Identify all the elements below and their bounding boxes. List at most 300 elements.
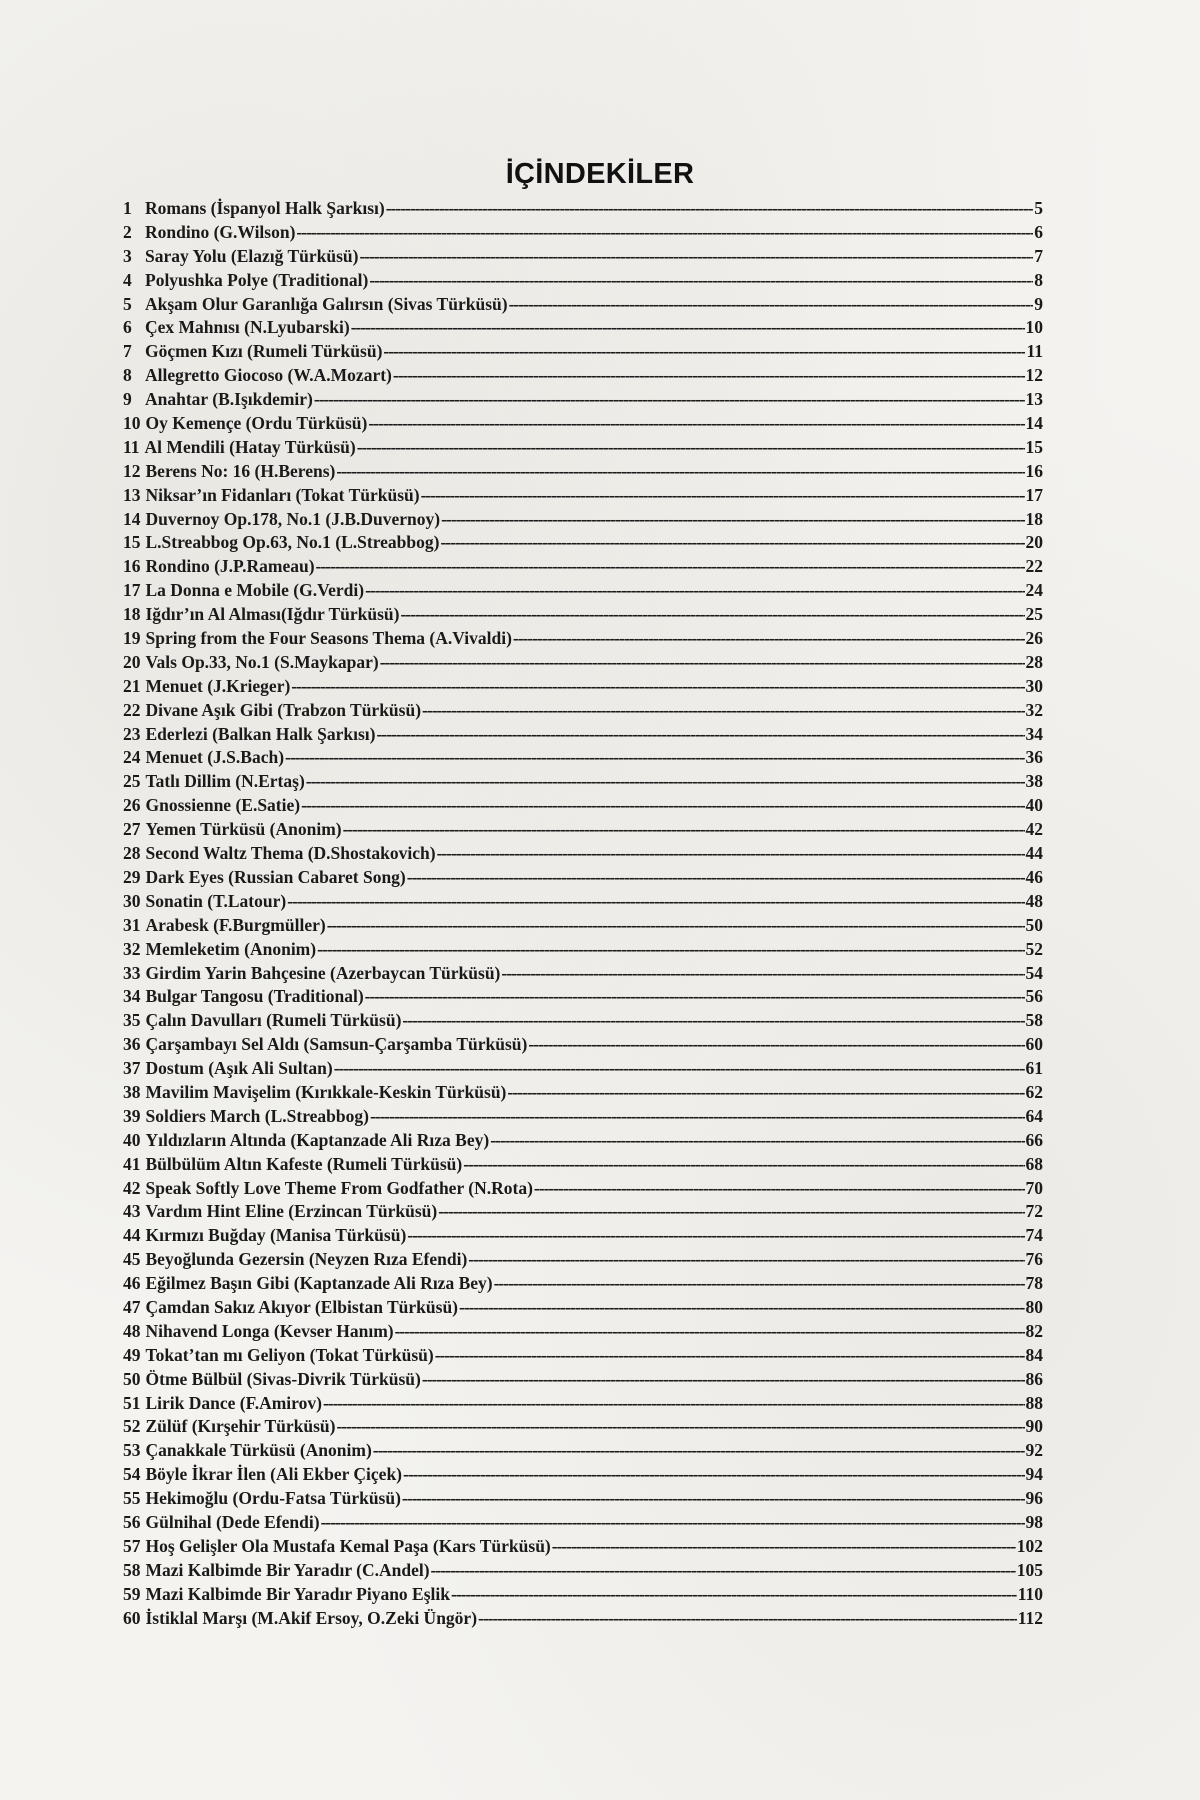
toc-entry-title: Polyushka Polye (Traditional) bbox=[145, 269, 369, 290]
toc-entry-page: 15 bbox=[1025, 436, 1043, 457]
toc-entry-number: 1 bbox=[123, 198, 132, 218]
toc-entry-number: 52 bbox=[123, 1416, 141, 1437]
toc-leader-dashes bbox=[291, 675, 1024, 699]
toc-entry-title: Hekimoğlu (Ordu-Fatsa Türküsü) bbox=[145, 1488, 401, 1509]
toc-leader-dashes bbox=[421, 484, 1025, 508]
toc-entry bbox=[123, 675, 1043, 699]
toc-leader-dashes bbox=[431, 1559, 1016, 1583]
toc-entry-title: Berens No: 16 (H.Berens) bbox=[145, 460, 336, 481]
toc-entry-title: Menuet (J.S.Bach) bbox=[145, 747, 285, 768]
toc-entry-page: 88 bbox=[1025, 1392, 1043, 1413]
toc-entry bbox=[123, 938, 1043, 962]
toc-entry bbox=[123, 1607, 1043, 1631]
toc-entry-title: Çamdan Sakız Akıyor (Elbistan Türküsü) bbox=[145, 1296, 459, 1317]
toc-entry-title: Al Mendili (Hatay Türküsü) bbox=[144, 436, 356, 457]
page-title: İÇİNDEKİLER bbox=[505, 158, 695, 190]
toc-leader-dashes bbox=[386, 197, 1034, 221]
toc-leader-dashes bbox=[395, 1320, 1025, 1344]
toc-entry-page: 61 bbox=[1025, 1058, 1043, 1079]
toc-entry-number: 32 bbox=[123, 938, 141, 959]
toc-entry-title: Tokat’tan mı Geliyon (Tokat Türküsü) bbox=[145, 1344, 434, 1365]
toc-entry-number: 57 bbox=[123, 1535, 141, 1556]
toc-entry-number: 55 bbox=[123, 1488, 141, 1509]
toc-entry bbox=[123, 1224, 1043, 1248]
toc-entry-title: La Donna e Mobile (G.Verdi) bbox=[145, 580, 365, 601]
toc-entry-page: 24 bbox=[1025, 580, 1043, 601]
toc-entry-number: 48 bbox=[123, 1320, 141, 1341]
toc-entry-title: Memleketim (Anonim) bbox=[145, 938, 317, 959]
toc-entry bbox=[123, 794, 1043, 818]
toc-entry-page: 84 bbox=[1025, 1344, 1043, 1365]
toc-entry-page: 70 bbox=[1025, 1177, 1043, 1198]
toc-entry bbox=[123, 1439, 1043, 1463]
toc-entry-number: 41 bbox=[123, 1153, 141, 1174]
toc-entry-title: Hoş Gelişler Ola Mustafa Kemal Paşa (Kars Türküsü) bbox=[145, 1535, 551, 1556]
toc-entry bbox=[123, 1177, 1043, 1201]
toc-entry bbox=[123, 412, 1043, 436]
toc-entry-number: 4 bbox=[123, 269, 132, 290]
toc-entry-title: Oy Kemençe (Ordu Türküsü) bbox=[145, 413, 368, 434]
toc-entry-page: 80 bbox=[1025, 1296, 1043, 1317]
toc-entry-number: 20 bbox=[123, 651, 141, 672]
toc-entry-number: 50 bbox=[123, 1368, 141, 1389]
toc-entry-title: Çex Mahnısı (N.Lyubarski) bbox=[145, 317, 350, 338]
toc-leader-dashes bbox=[287, 890, 1024, 914]
toc-entry-number: 54 bbox=[123, 1464, 141, 1485]
toc-entry bbox=[123, 962, 1043, 986]
toc-entry-title: Duvernoy Op.178, No.1 (J.B.Duvernoy) bbox=[145, 508, 441, 529]
toc-entry-title: Tatlı Dillim (N.Ertaş) bbox=[145, 771, 305, 792]
toc-entry-number: 31 bbox=[123, 914, 141, 935]
toc-entry-number: 23 bbox=[123, 723, 141, 744]
toc-entry-page: 110 bbox=[1017, 1583, 1043, 1604]
toc-entry-number: 47 bbox=[123, 1296, 141, 1317]
toc-leader-dashes bbox=[441, 508, 1024, 532]
toc-entry-number: 3 bbox=[123, 245, 132, 266]
toc-entry bbox=[123, 1415, 1043, 1439]
toc-leader-dashes bbox=[407, 866, 1025, 890]
toc-leader-dashes bbox=[321, 1511, 1025, 1535]
toc-entry-title: Gülnihal (Dede Efendi) bbox=[145, 1511, 320, 1532]
toc-leader-dashes bbox=[507, 1081, 1024, 1105]
toc-entry bbox=[123, 221, 1043, 245]
toc-entry-number: 21 bbox=[123, 675, 141, 696]
toc-leader-dashes bbox=[357, 436, 1025, 460]
toc-entry-number: 40 bbox=[123, 1129, 141, 1150]
toc-leader-dashes bbox=[400, 603, 1024, 627]
toc-entry bbox=[123, 388, 1043, 412]
toc-entry-page: 96 bbox=[1025, 1488, 1043, 1509]
toc-entry bbox=[123, 603, 1043, 627]
toc-entry-page: 20 bbox=[1025, 532, 1043, 553]
toc-leader-dashes bbox=[317, 938, 1024, 962]
toc-leader-dashes bbox=[301, 794, 1024, 818]
toc-entry bbox=[123, 842, 1043, 866]
toc-leader-dashes bbox=[306, 770, 1025, 794]
toc-leader-dashes bbox=[376, 723, 1024, 747]
toc-entry-page: 82 bbox=[1025, 1320, 1043, 1341]
toc-leader-dashes bbox=[459, 1296, 1024, 1320]
toc-entry-page: 48 bbox=[1025, 890, 1043, 911]
toc-entry bbox=[123, 1392, 1043, 1416]
toc-entry bbox=[123, 627, 1043, 651]
toc-entry-number: 17 bbox=[123, 580, 141, 601]
toc-entry bbox=[123, 1344, 1043, 1368]
toc-entry-title: Divane Aşık Gibi (Trabzon Türküsü) bbox=[145, 699, 422, 720]
toc-entry-number: 11 bbox=[123, 436, 140, 457]
toc-entry-number: 27 bbox=[123, 819, 141, 840]
toc-entry-number: 38 bbox=[123, 1081, 141, 1102]
toc-entry-page: 38 bbox=[1025, 771, 1043, 792]
toc-entry bbox=[123, 460, 1043, 484]
toc-entry bbox=[123, 531, 1043, 555]
toc-entry-title: Anahtar (B.Işıkdemir) bbox=[145, 389, 313, 410]
toc-leader-dashes bbox=[351, 316, 1025, 340]
toc-entry bbox=[123, 1463, 1043, 1487]
toc-entry-page: 58 bbox=[1025, 1010, 1043, 1031]
toc-entry-page: 66 bbox=[1025, 1129, 1043, 1150]
toc-entry-number: 30 bbox=[123, 890, 141, 911]
toc-entry-page: 54 bbox=[1025, 962, 1043, 983]
toc-entry bbox=[123, 914, 1043, 938]
toc-entry-title: Ötme Bülbül (Sivas-Divrik Türküsü) bbox=[145, 1368, 421, 1389]
toc-entry-number: 56 bbox=[123, 1511, 141, 1532]
toc-entry bbox=[123, 746, 1043, 770]
toc-leader-dashes bbox=[334, 1057, 1025, 1081]
toc-entry bbox=[123, 293, 1043, 317]
toc-entry-title: Bulgar Tangosu (Traditional) bbox=[145, 986, 364, 1007]
toc-entry-number: 34 bbox=[123, 986, 141, 1007]
toc-entry-number: 42 bbox=[123, 1177, 141, 1198]
toc-leader-dashes bbox=[327, 914, 1025, 938]
toc-entry-title: Iğdır’ın Al Alması(Iğdır Türküsü) bbox=[145, 604, 400, 625]
toc-entry bbox=[123, 1105, 1043, 1129]
toc-entry-page: 9 bbox=[1034, 293, 1043, 314]
toc-leader-dashes bbox=[296, 221, 1033, 245]
toc-entry-title: Sonatin (T.Latour) bbox=[145, 890, 287, 911]
toc-entry bbox=[123, 1535, 1043, 1559]
toc-entry-number: 12 bbox=[123, 460, 141, 481]
toc-leader-dashes bbox=[285, 746, 1024, 770]
toc-entry-title: Mavilim Mavişelim (Kırıkkale-Keskin Türküsü) bbox=[145, 1081, 507, 1102]
toc-entry-page: 16 bbox=[1025, 460, 1043, 481]
toc-leader-dashes bbox=[422, 1368, 1025, 1392]
toc-leader-dashes bbox=[422, 699, 1024, 723]
toc-leader-dashes bbox=[336, 1415, 1024, 1439]
toc-entry-number: 46 bbox=[123, 1273, 141, 1294]
toc-entry-number: 35 bbox=[123, 1010, 141, 1031]
toc-entry-number: 6 bbox=[123, 317, 132, 338]
toc-entry-page: 76 bbox=[1025, 1249, 1043, 1270]
toc-leader-dashes bbox=[370, 1105, 1025, 1129]
toc-entry bbox=[123, 699, 1043, 723]
toc-leader-dashes bbox=[438, 1200, 1024, 1224]
toc-entry-title: Vals Op.33, No.1 (S.Maykapar) bbox=[145, 651, 379, 672]
toc-entry bbox=[123, 1320, 1043, 1344]
toc-entry-number: 16 bbox=[123, 556, 141, 577]
toc-entry-page: 62 bbox=[1025, 1081, 1043, 1102]
toc-leader-dashes bbox=[369, 269, 1033, 293]
toc-entry-number: 44 bbox=[123, 1225, 141, 1246]
toc-entry-title: Soldiers March (L.Streabbog) bbox=[145, 1105, 369, 1126]
toc-entry bbox=[123, 818, 1043, 842]
toc-entry-page: 94 bbox=[1025, 1464, 1043, 1485]
toc-entry-page: 34 bbox=[1025, 723, 1043, 744]
toc-entry-number: 60 bbox=[123, 1607, 141, 1628]
toc-entry-page: 12 bbox=[1025, 365, 1043, 386]
toc-entry bbox=[123, 197, 1043, 221]
toc-leader-dashes bbox=[478, 1607, 1017, 1631]
toc-entry-title: Rondino (J.P.Rameau) bbox=[145, 556, 315, 577]
toc-entry-page: 14 bbox=[1025, 413, 1043, 434]
toc-entry bbox=[123, 1296, 1043, 1320]
toc-entry-page: 7 bbox=[1034, 245, 1043, 266]
toc-leader-dashes bbox=[552, 1535, 1016, 1559]
toc-leader-dashes bbox=[373, 1439, 1025, 1463]
toc-entry-number: 24 bbox=[123, 747, 141, 768]
toc-entry-title: Rondino (G.Wilson) bbox=[145, 221, 296, 242]
toc-entry-title: Çarşambayı Sel Aldı (Samsun-Çarşamba Türküsü) bbox=[145, 1034, 528, 1055]
toc-entry-page: 72 bbox=[1025, 1201, 1043, 1222]
toc-entry-page: 42 bbox=[1025, 819, 1043, 840]
toc-leader-dashes bbox=[490, 1129, 1024, 1153]
toc-entry-title: Mazi Kalbimde Bir Yaradır (C.Andel) bbox=[145, 1559, 430, 1580]
toc-entry-number: 53 bbox=[123, 1440, 141, 1461]
toc-leader-dashes bbox=[437, 842, 1025, 866]
toc-entry-title: Gnossienne (E.Satie) bbox=[145, 795, 301, 816]
toc-leader-dashes bbox=[534, 1177, 1025, 1201]
toc-entry-number: 13 bbox=[123, 484, 141, 505]
toc-entry bbox=[123, 579, 1043, 603]
toc-entry bbox=[123, 1368, 1043, 1392]
toc-entry-title: Böyle İkrar İlen (Ali Ekber Çiçek) bbox=[145, 1464, 403, 1485]
toc-entry bbox=[123, 1009, 1043, 1033]
toc-entry-page: 60 bbox=[1025, 1034, 1043, 1055]
toc-entry bbox=[123, 340, 1043, 364]
toc-entry-page: 92 bbox=[1025, 1440, 1043, 1461]
toc-entry-page: 36 bbox=[1025, 747, 1043, 768]
toc-entry bbox=[123, 770, 1043, 794]
toc-entry-number: 58 bbox=[123, 1559, 141, 1580]
toc-entry-number: 15 bbox=[123, 532, 141, 553]
toc-entry-title: Ederlezi (Balkan Halk Şarkısı) bbox=[145, 723, 376, 744]
toc-entry-page: 112 bbox=[1017, 1607, 1043, 1628]
toc-entry-page: 6 bbox=[1034, 221, 1043, 242]
toc-leader-dashes bbox=[528, 1033, 1024, 1057]
toc-leader-dashes bbox=[393, 364, 1025, 388]
toc-entry-page: 64 bbox=[1025, 1105, 1043, 1126]
toc-leader-dashes bbox=[451, 1583, 1017, 1607]
toc-entry-page: 46 bbox=[1025, 866, 1043, 887]
toc-entry bbox=[123, 364, 1043, 388]
toc-entry-page: 32 bbox=[1025, 699, 1043, 720]
toc-entry-title: Beyoğlunda Gezersin (Neyzen Rıza Efendi) bbox=[145, 1249, 468, 1270]
toc-entry-number: 29 bbox=[123, 866, 141, 887]
toc-entry-page: 30 bbox=[1025, 675, 1043, 696]
toc-entry-number: 7 bbox=[123, 341, 132, 362]
toc-entry-title: Yıldızların Altında (Kaptanzade Ali Rıza Bey) bbox=[145, 1129, 490, 1150]
toc-entry-number: 26 bbox=[123, 795, 141, 816]
toc-entry-number: 43 bbox=[123, 1201, 141, 1222]
toc-entry-page: 90 bbox=[1025, 1416, 1043, 1437]
toc-entry-page: 78 bbox=[1025, 1273, 1043, 1294]
toc-entry-number: 28 bbox=[123, 843, 141, 864]
toc-entry-title: Spring from the Four Seasons Thema (A.Vivaldi) bbox=[145, 628, 512, 649]
toc-entry-number: 33 bbox=[123, 962, 141, 983]
toc-entry bbox=[123, 316, 1043, 340]
toc-entry-number: 59 bbox=[123, 1583, 141, 1604]
toc-entry-number: 5 bbox=[123, 293, 132, 314]
toc-entry-title: Mazi Kalbimde Bir Yaradır Piyano Eşlik bbox=[145, 1583, 450, 1604]
toc-entry-page: 25 bbox=[1025, 604, 1043, 625]
toc-entry-page: 8 bbox=[1034, 269, 1043, 290]
toc-leader-dashes bbox=[323, 1392, 1025, 1416]
toc-entry-title: Dostum (Aşık Ali Sultan) bbox=[145, 1058, 333, 1079]
toc-entry-title: Lirik Dance (F.Amirov) bbox=[145, 1392, 322, 1413]
toc-leader-dashes bbox=[468, 1248, 1024, 1272]
toc-entry-page: 17 bbox=[1025, 484, 1043, 505]
toc-entry bbox=[123, 1200, 1043, 1224]
toc-entry-title: Çanakkale Türküsü (Anonim) bbox=[145, 1440, 372, 1461]
toc-entry-page: 44 bbox=[1025, 843, 1043, 864]
toc-entry-page: 98 bbox=[1025, 1511, 1043, 1532]
toc-entry-page: 50 bbox=[1025, 914, 1043, 935]
toc-entry-title: Romans (İspanyol Halk Şarkısı) bbox=[145, 198, 385, 218]
toc-entry-page: 68 bbox=[1025, 1153, 1043, 1174]
toc-entry bbox=[123, 1033, 1043, 1057]
toc-entry bbox=[123, 890, 1043, 914]
toc-entry-number: 36 bbox=[123, 1034, 141, 1055]
toc-entry bbox=[123, 1129, 1043, 1153]
toc-entry-number: 2 bbox=[123, 221, 132, 242]
toc-entry bbox=[123, 1559, 1043, 1583]
toc-entry bbox=[123, 484, 1043, 508]
toc-entry-title: Arabesk (F.Burgmüller) bbox=[145, 914, 326, 935]
toc-entry-number: 19 bbox=[123, 628, 141, 649]
toc-entry bbox=[123, 436, 1043, 460]
toc-leader-dashes bbox=[494, 1272, 1025, 1296]
toc-entry bbox=[123, 651, 1043, 675]
toc-leader-dashes bbox=[513, 627, 1025, 651]
toc-leader-dashes bbox=[368, 412, 1024, 436]
toc-leader-dashes bbox=[440, 531, 1024, 555]
toc-entry bbox=[123, 723, 1043, 747]
toc-entry-title: Saray Yolu (Elazığ Türküsü) bbox=[145, 245, 359, 266]
toc-entry bbox=[123, 555, 1043, 579]
toc-entry-title: Göçmen Kızı (Rumeli Türküsü) bbox=[145, 341, 383, 362]
toc-entry-page: 11 bbox=[1026, 341, 1043, 362]
toc-entry-number: 39 bbox=[123, 1105, 141, 1126]
toc-entry-page: 105 bbox=[1016, 1559, 1043, 1580]
toc-entry bbox=[123, 1081, 1043, 1105]
toc-leader-dashes bbox=[402, 1487, 1025, 1511]
toc-entry-title: Yemen Türküsü (Anonim) bbox=[145, 819, 342, 840]
toc-entry-title: L.Streabbog Op.63, No.1 (L.Streabbog) bbox=[145, 532, 440, 553]
toc-entry bbox=[123, 1248, 1043, 1272]
toc-leader-dashes bbox=[402, 1009, 1024, 1033]
toc-leader-dashes bbox=[365, 579, 1024, 603]
toc-entry-page: 5 bbox=[1034, 198, 1043, 218]
toc-entry-number: 51 bbox=[123, 1392, 141, 1413]
toc-entry-page: 102 bbox=[1016, 1535, 1043, 1556]
toc-entry-title: Eğilmez Başın Gibi (Kaptanzade Ali Rıza Bey) bbox=[145, 1273, 493, 1294]
toc-entry bbox=[123, 269, 1043, 293]
toc-leader-dashes bbox=[365, 985, 1025, 1009]
toc-entry-page: 10 bbox=[1025, 317, 1043, 338]
toc-entry-page: 28 bbox=[1025, 651, 1043, 672]
table-of-contents bbox=[123, 197, 1043, 1630]
toc-entry-number: 49 bbox=[123, 1344, 141, 1365]
toc-entry-page: 86 bbox=[1025, 1368, 1043, 1389]
toc-entry-page: 13 bbox=[1025, 389, 1043, 410]
toc-entry bbox=[123, 1057, 1043, 1081]
toc-entry-title: İstiklal Marşı (M.Akif Ersoy, O.Zeki Üngör) bbox=[145, 1607, 478, 1628]
toc-entry-number: 14 bbox=[123, 508, 141, 529]
toc-entry-page: 74 bbox=[1025, 1225, 1043, 1246]
toc-entry bbox=[123, 985, 1043, 1009]
toc-entry-title: Speak Softly Love Theme From Godfather (N.Rota) bbox=[145, 1177, 533, 1198]
toc-entry-number: 10 bbox=[123, 413, 141, 434]
toc-entry-title: Vardım Hint Eline (Erzincan Türküsü) bbox=[145, 1201, 438, 1222]
toc-entry bbox=[123, 1153, 1043, 1177]
toc-leader-dashes bbox=[407, 1224, 1024, 1248]
toc-entry bbox=[123, 1272, 1043, 1296]
toc-entry-number: 8 bbox=[123, 365, 132, 386]
toc-leader-dashes bbox=[314, 388, 1025, 412]
toc-leader-dashes bbox=[435, 1344, 1025, 1368]
toc-leader-dashes bbox=[316, 555, 1025, 579]
toc-entry-page: 26 bbox=[1025, 628, 1043, 649]
toc-entry-title: Çalın Davulları (Rumeli Türküsü) bbox=[145, 1010, 402, 1031]
toc-entry-page: 40 bbox=[1025, 795, 1043, 816]
toc-entry-number: 25 bbox=[123, 771, 141, 792]
toc-entry-title: Zülüf (Kırşehir Türküsü) bbox=[145, 1416, 336, 1437]
toc-leader-dashes bbox=[403, 1463, 1024, 1487]
toc-entry-title: Girdim Yarin Bahçesine (Azerbaycan Türküsü) bbox=[145, 962, 501, 983]
toc-entry-number: 9 bbox=[123, 389, 132, 410]
toc-leader-dashes bbox=[509, 293, 1034, 317]
toc-entry-title: Nihavend Longa (Kevser Hanım) bbox=[145, 1320, 394, 1341]
toc-entry-title: Second Waltz Thema (D.Shostakovich) bbox=[145, 843, 436, 864]
toc-entry-number: 22 bbox=[123, 699, 141, 720]
toc-entry-title: Kırmızı Buğday (Manisa Türküsü) bbox=[145, 1225, 407, 1246]
toc-entry-title: Akşam Olur Garanlığa Galırsın (Sivas Türküsü) bbox=[145, 293, 508, 314]
toc-entry bbox=[123, 866, 1043, 890]
toc-entry-number: 37 bbox=[123, 1058, 141, 1079]
toc-entry-number: 18 bbox=[123, 604, 141, 625]
toc-entry-page: 22 bbox=[1025, 556, 1043, 577]
toc-entry-number: 45 bbox=[123, 1249, 141, 1270]
toc-entry-page: 52 bbox=[1025, 938, 1043, 959]
toc-entry bbox=[123, 1511, 1043, 1535]
toc-leader-dashes bbox=[380, 651, 1025, 675]
toc-entry bbox=[123, 508, 1043, 532]
toc-entry-title: Bülbülüm Altın Kafeste (Rumeli Türküsü) bbox=[145, 1153, 463, 1174]
toc-entry-page: 18 bbox=[1025, 508, 1043, 529]
toc-leader-dashes bbox=[343, 818, 1025, 842]
toc-entry-page: 56 bbox=[1025, 986, 1043, 1007]
toc-entry-title: Allegretto Giocoso (W.A.Mozart) bbox=[145, 365, 392, 386]
toc-entry-title: Menuet (J.Krieger) bbox=[145, 675, 291, 696]
toc-entry-title: Niksar’ın Fidanları (Tokat Türküsü) bbox=[145, 484, 420, 505]
toc-leader-dashes bbox=[336, 460, 1024, 484]
toc-entry bbox=[123, 1487, 1043, 1511]
toc-entry-title: Dark Eyes (Russian Cabaret Song) bbox=[145, 866, 406, 887]
toc-leader-dashes bbox=[501, 962, 1024, 986]
toc-leader-dashes bbox=[359, 245, 1033, 269]
toc-entry bbox=[123, 1583, 1043, 1607]
toc-leader-dashes bbox=[463, 1153, 1024, 1177]
